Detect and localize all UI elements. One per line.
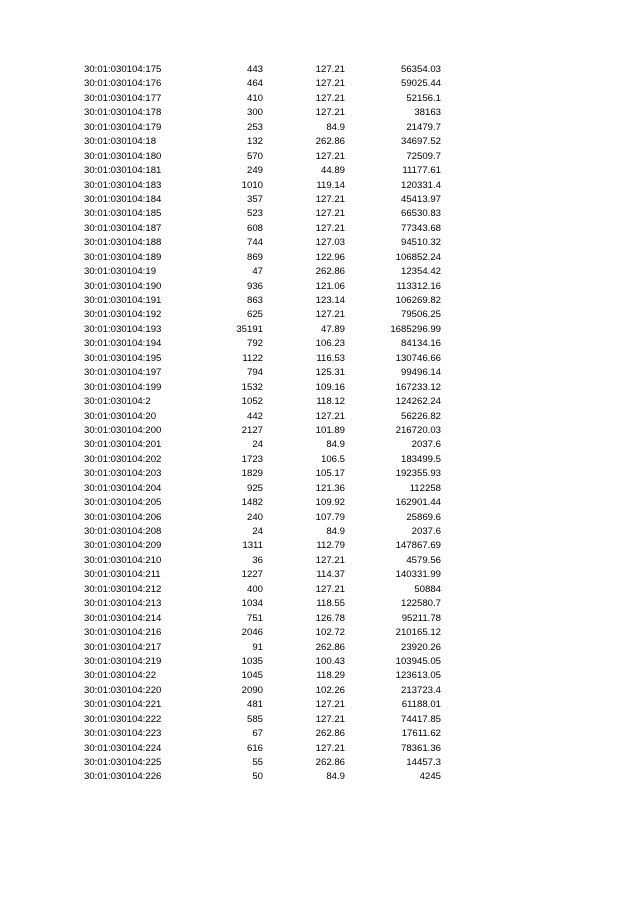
total-cell: 72509.7	[406, 150, 441, 162]
price-cell: 127.21	[315, 64, 345, 75]
quantity-cell: 481	[246, 699, 263, 711]
price-cell: 127.21	[315, 309, 345, 321]
quantity-cell: 410	[246, 92, 263, 104]
total-cell: 25869.6	[406, 511, 441, 523]
total-cell: 79506.25	[400, 309, 441, 321]
total-cell: 78361.36	[400, 742, 441, 754]
cadastral-number-cell: 30:01:030104:212	[84, 583, 162, 595]
cadastral-number-cell: 30:01:030104:190	[84, 280, 162, 292]
price-cell: 127.21	[315, 92, 345, 104]
table-row	[0, 496, 640, 510]
cadastral-number-cell: 30:01:030104:179	[84, 121, 162, 133]
table-row	[0, 121, 640, 135]
total-cell: 106269.82	[395, 295, 441, 306]
cadastral-number-cell: 30:01:030104:18	[84, 136, 157, 148]
price-cell: 107.79	[315, 511, 345, 523]
cadastral-number-cell: 30:01:030104:187	[84, 222, 162, 234]
table-row	[0, 626, 640, 640]
quantity-cell: 794	[246, 367, 263, 379]
cadastral-number-cell: 30:01:030104:222	[84, 713, 162, 725]
price-cell: 106.5	[320, 453, 345, 465]
price-cell: 121.06	[315, 280, 345, 292]
price-cell: 109.92	[315, 497, 345, 509]
cadastral-number-cell: 30:01:030104:220	[84, 684, 162, 696]
quantity-cell: 50	[252, 771, 263, 783]
quantity-cell: 863	[246, 295, 263, 306]
price-cell: 118.12	[316, 396, 345, 408]
total-cell: 120331.4	[400, 179, 441, 191]
table-row	[0, 308, 640, 322]
price-cell: 84.9	[326, 439, 345, 451]
cadastral-number-cell: 30:01:030104:181	[84, 165, 162, 177]
cadastral-number-cell: 30:01:030104:194	[84, 338, 162, 350]
quantity-cell: 2127	[241, 424, 263, 436]
total-cell: 216720.03	[395, 424, 441, 436]
quantity-cell: 1052	[241, 396, 263, 408]
table-row	[0, 583, 640, 597]
price-cell: 47.89	[320, 323, 345, 335]
price-cell: 127.21	[315, 208, 345, 220]
table-row	[0, 63, 640, 77]
cadastral-number-cell: 30:01:030104:180	[84, 150, 162, 162]
price-cell: 127.21	[315, 742, 345, 754]
cadastral-number-cell: 30:01:030104:226	[84, 771, 162, 783]
table-row	[0, 684, 640, 698]
table-row	[0, 641, 640, 655]
price-cell: 127.21	[315, 107, 345, 119]
price-cell: 122.96	[315, 251, 345, 263]
price-cell: 262.86	[315, 641, 345, 653]
cadastral-number-cell: 30:01:030104:177	[84, 92, 162, 104]
cadastral-number-cell: 30:01:030104:217	[84, 641, 162, 653]
total-cell: 23920.26	[400, 641, 441, 653]
price-cell: 105.17	[315, 468, 345, 480]
cadastral-number-cell: 30:01:030104:205	[84, 497, 162, 509]
total-cell: 213723.4	[400, 684, 441, 696]
table-row	[0, 698, 640, 712]
total-cell: 77343.68	[400, 222, 441, 234]
price-cell: 100.43	[315, 655, 345, 667]
quantity-cell: 442	[246, 410, 263, 422]
table-row	[0, 179, 640, 193]
quantity-cell: 47	[252, 266, 263, 278]
quantity-cell: 253	[246, 121, 263, 133]
total-cell: 1685296.99	[390, 323, 441, 335]
total-cell: 17611.62	[401, 728, 441, 740]
cadastral-number-cell: 30:01:030104:221	[84, 699, 162, 711]
price-cell: 127.21	[315, 713, 345, 725]
table-row	[0, 467, 640, 481]
table-row	[0, 251, 640, 265]
total-cell: 59025.44	[400, 78, 441, 90]
quantity-cell: 744	[246, 237, 263, 249]
price-cell: 127.03	[315, 237, 345, 249]
total-cell: 124262.24	[395, 396, 441, 408]
cadastral-number-cell: 30:01:030104:199	[84, 381, 162, 393]
table-row	[0, 438, 640, 452]
table-row	[0, 106, 640, 120]
total-cell: 99496.14	[400, 367, 441, 379]
quantity-cell: 24	[252, 526, 263, 537]
quantity-cell: 2046	[241, 627, 263, 639]
total-cell: 103945.05	[395, 655, 441, 667]
cadastral-number-cell: 30:01:030104:195	[84, 352, 162, 364]
quantity-cell: 357	[246, 193, 263, 205]
quantity-cell: 1035	[241, 655, 263, 667]
table-row	[0, 92, 640, 106]
table-row	[0, 410, 640, 424]
total-cell: 106852.24	[395, 251, 441, 263]
cadastral-number-cell: 30:01:030104:183	[84, 179, 162, 191]
cadastral-number-cell: 30:01:030104:19	[84, 266, 157, 278]
price-cell: 127.21	[315, 78, 345, 90]
quantity-cell: 1227	[241, 569, 263, 581]
price-cell: 127.21	[315, 699, 345, 711]
total-cell: 34697.52	[400, 136, 441, 148]
cadastral-number-cell: 30:01:030104:191	[84, 295, 162, 306]
quantity-cell: 240	[246, 511, 263, 523]
price-cell: 262.86	[315, 728, 345, 740]
table-row	[0, 727, 640, 741]
total-cell: 2037.6	[411, 439, 441, 451]
table-row	[0, 568, 640, 582]
price-cell: 119.14	[316, 179, 345, 191]
table-row	[0, 770, 640, 784]
total-cell: 162901.44	[395, 497, 441, 509]
price-cell: 101.89	[315, 424, 345, 436]
total-cell: 4245	[419, 771, 441, 783]
cadastral-number-cell: 30:01:030104:201	[84, 439, 162, 451]
price-cell: 123.14	[315, 295, 345, 306]
quantity-cell: 1122	[242, 352, 263, 364]
cadastral-number-cell: 30:01:030104:208	[84, 526, 162, 537]
total-cell: 2037.6	[411, 526, 441, 537]
total-cell: 123613.05	[395, 670, 441, 682]
cadastral-number-cell: 30:01:030104:225	[84, 757, 162, 768]
price-cell: 262.86	[315, 266, 345, 278]
total-cell: 113312.16	[396, 280, 441, 292]
quantity-cell: 585	[246, 713, 263, 725]
table-row	[0, 756, 640, 770]
price-cell: 127.21	[315, 193, 345, 205]
table-row	[0, 539, 640, 553]
quantity-cell: 300	[246, 107, 263, 119]
cadastral-number-cell: 30:01:030104:213	[84, 598, 162, 610]
quantity-cell: 1482	[241, 497, 263, 509]
price-cell: 106.23	[315, 338, 345, 350]
quantity-cell: 1045	[241, 670, 263, 682]
quantity-cell: 67	[252, 728, 263, 740]
quantity-cell: 1532	[241, 381, 263, 393]
price-cell: 262.86	[315, 136, 345, 148]
quantity-cell: 464	[246, 78, 263, 90]
quantity-cell: 925	[246, 482, 263, 494]
table-row	[0, 381, 640, 395]
cadastral-number-cell: 30:01:030104:189	[84, 251, 162, 263]
price-cell: 127.21	[315, 554, 345, 566]
cadastral-number-cell: 30:01:030104:184	[84, 193, 162, 205]
total-cell: 56354.03	[400, 64, 441, 75]
cadastral-number-cell: 30:01:030104:204	[84, 482, 162, 494]
total-cell: 52156.1	[406, 92, 441, 104]
quantity-cell: 616	[246, 742, 263, 754]
price-cell: 84.9	[326, 771, 345, 783]
price-cell: 125.31	[315, 367, 345, 379]
price-cell: 44.89	[320, 165, 345, 177]
price-cell: 262.86	[315, 757, 345, 768]
cadastral-number-cell: 30:01:030104:203	[84, 468, 162, 480]
total-cell: 61188.01	[401, 699, 441, 711]
quantity-cell: 792	[246, 338, 263, 350]
cadastral-number-cell: 30:01:030104:210	[84, 554, 162, 566]
quantity-cell: 36	[252, 554, 263, 566]
price-cell: 126.78	[315, 612, 345, 624]
quantity-cell: 751	[246, 612, 263, 624]
cadastral-number-cell: 30:01:030104:185	[84, 208, 162, 220]
table-row	[0, 337, 640, 351]
price-cell: 121.36	[315, 482, 345, 494]
cadastral-number-cell: 30:01:030104:176	[84, 78, 162, 90]
table-row	[0, 669, 640, 683]
total-cell: 183499.5	[400, 453, 441, 465]
table-row	[0, 164, 640, 178]
table-row	[0, 525, 640, 539]
cadastral-number-cell: 30:01:030104:219	[84, 655, 162, 667]
cadastral-number-cell: 30:01:030104:192	[84, 309, 162, 321]
table-row	[0, 77, 640, 91]
quantity-cell: 132	[246, 136, 263, 148]
price-cell: 114.37	[316, 569, 345, 581]
total-cell: 130746.66	[395, 352, 441, 364]
table-row	[0, 193, 640, 207]
price-cell: 118.29	[316, 670, 345, 682]
total-cell: 95211.78	[401, 612, 441, 624]
total-cell: 94510.32	[400, 237, 441, 249]
price-cell: 112.79	[316, 540, 345, 552]
table-row	[0, 453, 640, 467]
cadastral-number-cell: 30:01:030104:209	[84, 540, 162, 552]
quantity-cell: 91	[252, 641, 263, 653]
cadastral-number-cell: 30:01:030104:2	[84, 396, 151, 408]
price-cell: 102.26	[315, 684, 345, 696]
total-cell: 38163	[414, 107, 441, 119]
price-cell: 118.55	[316, 598, 345, 610]
table-row	[0, 713, 640, 727]
quantity-cell: 400	[246, 583, 263, 595]
table-row	[0, 424, 640, 438]
quantity-cell: 869	[246, 251, 263, 263]
cadastral-number-cell: 30:01:030104:193	[84, 323, 162, 335]
table-row	[0, 482, 640, 496]
quantity-cell: 608	[246, 222, 263, 234]
price-cell: 127.21	[315, 222, 345, 234]
cadastral-number-cell: 30:01:030104:200	[84, 424, 162, 436]
table-row	[0, 207, 640, 221]
total-cell: 167233.12	[395, 381, 441, 393]
quantity-cell: 2090	[241, 684, 263, 696]
cadastral-number-cell: 30:01:030104:188	[84, 237, 162, 249]
cadastral-number-cell: 30:01:030104:22	[84, 670, 157, 682]
cadastral-number-cell: 30:01:030104:175	[84, 64, 162, 75]
table-row	[0, 742, 640, 756]
quantity-cell: 1034	[241, 598, 263, 610]
price-cell: 84.9	[326, 526, 345, 537]
quantity-cell: 936	[246, 280, 263, 292]
price-cell: 116.53	[316, 352, 345, 364]
table-row	[0, 554, 640, 568]
total-cell: 112258	[409, 482, 441, 494]
price-cell: 102.72	[315, 627, 345, 639]
table-row	[0, 265, 640, 279]
cadastral-number-cell: 30:01:030104:214	[84, 612, 162, 624]
price-cell: 127.21	[315, 583, 345, 595]
cadastral-number-cell: 30:01:030104:202	[84, 453, 162, 465]
table-row	[0, 597, 640, 611]
table-row	[0, 294, 640, 308]
quantity-cell: 249	[246, 165, 263, 177]
cadastral-number-cell: 30:01:030104:224	[84, 742, 162, 754]
table-row	[0, 511, 640, 525]
total-cell: 12354.42	[400, 266, 441, 278]
total-cell: 56226.82	[400, 410, 441, 422]
quantity-cell: 625	[246, 309, 263, 321]
price-cell: 84.9	[326, 121, 345, 133]
table-row	[0, 395, 640, 409]
total-cell: 11177.61	[402, 165, 441, 177]
cadastral-number-cell: 30:01:030104:223	[84, 728, 162, 740]
quantity-cell: 1829	[241, 468, 263, 480]
quantity-cell: 35191	[236, 323, 263, 335]
cadastral-number-cell: 30:01:030104:178	[84, 107, 162, 119]
table-row	[0, 366, 640, 380]
quantity-cell: 570	[246, 150, 263, 162]
total-cell: 210165.12	[395, 627, 441, 639]
total-cell: 192355.93	[395, 468, 441, 480]
total-cell: 45413.97	[400, 193, 441, 205]
table-row	[0, 323, 640, 337]
quantity-cell: 1010	[241, 179, 263, 191]
total-cell: 84134.16	[400, 338, 441, 350]
quantity-cell: 1311	[242, 540, 263, 552]
cadastral-number-cell: 30:01:030104:197	[84, 367, 162, 379]
total-cell: 14457.3	[406, 757, 441, 768]
total-cell: 74417.85	[400, 713, 441, 725]
table-row	[0, 150, 640, 164]
price-cell: 127.21	[315, 410, 345, 422]
quantity-cell: 1723	[241, 453, 263, 465]
table-row	[0, 655, 640, 669]
total-cell: 50884	[414, 583, 441, 595]
total-cell: 122580.7	[400, 598, 441, 610]
quantity-cell: 523	[246, 208, 263, 220]
cadastral-number-cell: 30:01:030104:216	[84, 627, 162, 639]
quantity-cell: 443	[246, 64, 263, 75]
table-row	[0, 352, 640, 366]
table-row	[0, 135, 640, 149]
table-row	[0, 612, 640, 626]
total-cell: 147867.69	[395, 540, 441, 552]
total-cell: 4579.56	[406, 554, 441, 566]
price-cell: 109.16	[315, 381, 345, 393]
data-table	[0, 63, 640, 785]
total-cell: 21479.7	[406, 121, 441, 133]
table-row	[0, 280, 640, 294]
cadastral-number-cell: 30:01:030104:20	[84, 410, 157, 422]
cadastral-number-cell: 30:01:030104:211	[84, 569, 161, 581]
total-cell: 140331.99	[395, 569, 441, 581]
total-cell: 66530.83	[400, 208, 441, 220]
table-row	[0, 222, 640, 236]
cadastral-number-cell: 30:01:030104:206	[84, 511, 162, 523]
quantity-cell: 55	[252, 757, 263, 768]
price-cell: 127.21	[315, 150, 345, 162]
quantity-cell: 24	[252, 439, 263, 451]
table-row	[0, 236, 640, 250]
